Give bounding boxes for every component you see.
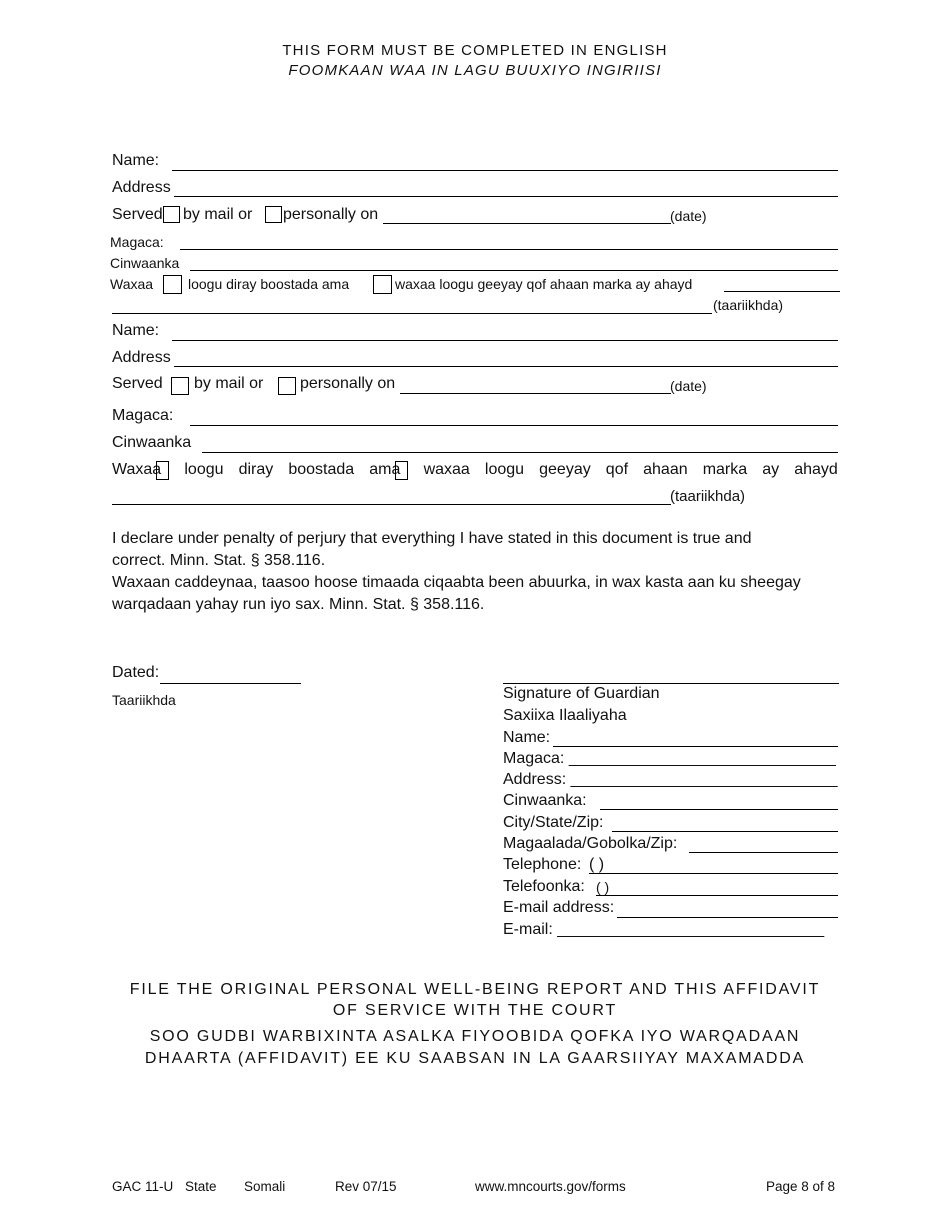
- sig-address-label[interactable]: Address: ______________________________: [503, 771, 838, 788]
- waxaa-row-2: [112, 461, 838, 480]
- signature-title: Signature of Guardian: [503, 685, 660, 702]
- sig-name-field[interactable]: [553, 746, 838, 747]
- address-label-2: Address: [112, 349, 171, 366]
- footer-type: State: [185, 1179, 217, 1194]
- sig-telephone-field[interactable]: [589, 873, 838, 874]
- taariikhda-label-2: (taariikhda): [670, 488, 746, 505]
- address-label: Address: [112, 179, 171, 196]
- form-language-notice: THIS FORM MUST BE COMPLETED IN ENGLISH: [282, 42, 668, 59]
- word: marka: [702, 461, 748, 478]
- qof-ahaan-checkbox-2[interactable]: [395, 461, 408, 480]
- footer-url[interactable]: www.mncourts.gov/forms: [475, 1179, 626, 1194]
- footer-language: Somali: [244, 1179, 286, 1194]
- loogu-diray-label: loogu diray boostada ama: [188, 276, 350, 292]
- sig-telephone-area[interactable]: ( ): [589, 856, 605, 873]
- address-field-2[interactable]: [174, 366, 838, 367]
- date-label-2: (date): [670, 378, 707, 394]
- name-label: Name:: [112, 152, 160, 169]
- cinwaanka-field[interactable]: [190, 270, 838, 271]
- word: ay: [762, 461, 780, 478]
- cinwaanka-label: Cinwaanka: [110, 255, 180, 271]
- name-label-2: Name:: [112, 322, 160, 339]
- personally-checkbox-2[interactable]: [278, 377, 296, 395]
- sig-cinwaanka-label: Cinwaanka:: [503, 792, 587, 809]
- form-language-notice-somali: FOOMKAAN WAA IN LAGU BUUXIYO INGIRIISI: [288, 62, 662, 79]
- magaca-label: Magaca:: [110, 234, 164, 250]
- declaration-so-line2: warqadaan yahay run iyo sax. Minn. Stat. § 358.116.: [112, 596, 485, 613]
- personally-on-label: personally on: [283, 206, 379, 223]
- word: boostada: [288, 461, 355, 478]
- sig-telefoonka-area[interactable]: ( ): [596, 879, 610, 895]
- file-notice-so-line2: DHAARTA (AFFIDAVIT) EE KU SAABSAN IN LA GAARSIIYAY MAXAMADDA: [144, 1050, 806, 1067]
- by-mail-checkbox-2[interactable]: [171, 377, 189, 395]
- signature-title-somali: Saxiixa Ilaaliyaha: [503, 707, 627, 724]
- sig-magaalada-label: Magaalada/Gobolka/Zip:: [503, 835, 678, 852]
- word: ama: [369, 461, 401, 478]
- magaca-field[interactable]: [180, 249, 838, 250]
- served-label-2: Served: [112, 375, 163, 392]
- taariikhda-label: (taariikhda): [713, 297, 784, 313]
- word: loogu: [184, 461, 224, 478]
- magaca-label-2: Magaca:: [112, 407, 174, 424]
- cinwaanka-label-2: Cinwaanka: [112, 434, 192, 451]
- sig-email-label: E-mail address:: [503, 899, 615, 916]
- word: diray: [238, 461, 274, 478]
- date-label: (date): [670, 208, 707, 224]
- dated-label-somali: Taariikhda: [112, 692, 176, 708]
- word: Waxaa: [112, 461, 162, 478]
- sig-email-somali-label[interactable]: E-mail: ______________________________: [503, 921, 825, 938]
- sig-city-label: City/State/Zip:: [503, 814, 604, 831]
- waxaa-loogu-label: waxaa loogu geeyay qof ahaan marka ay ahayd: [395, 276, 693, 292]
- sig-telefoonka-field[interactable]: [596, 895, 838, 896]
- boostada-checkbox[interactable]: [163, 275, 182, 294]
- word: ahayd: [794, 461, 838, 478]
- served-label: Served: [112, 206, 163, 223]
- taariikhda-field-2[interactable]: [112, 504, 671, 505]
- by-mail-label: by mail or: [183, 206, 253, 223]
- file-notice-en-line2: OF SERVICE WITH THE COURT: [332, 1002, 618, 1019]
- sig-city-field[interactable]: [612, 831, 838, 832]
- served-date-field[interactable]: [383, 223, 671, 224]
- boostada-checkbox-2[interactable]: [156, 461, 169, 480]
- declaration-en-line2: correct. Minn. Stat. § 358.116.: [112, 552, 326, 569]
- personally-checkbox[interactable]: [265, 206, 282, 223]
- declaration-en-line1: I declare under penalty of perjury that everything I have stated in this document is true and: [112, 530, 752, 547]
- word: ahaan: [643, 461, 688, 478]
- taariikhda-field[interactable]: [112, 313, 712, 314]
- footer-page-number: Page 8 of 8: [766, 1179, 836, 1194]
- address-field[interactable]: [174, 196, 838, 197]
- sig-magaca-label[interactable]: Magaca: ______________________________: [503, 750, 836, 767]
- by-mail-label-2: by mail or: [194, 375, 264, 392]
- file-notice-en-line1: FILE THE ORIGINAL PERSONAL WELL-BEING REPORT AND THIS AFFIDAVIT: [129, 981, 821, 998]
- word: waxaa: [423, 461, 470, 478]
- sig-email-field[interactable]: [617, 917, 838, 918]
- waxaa-label: Waxaa: [110, 276, 154, 292]
- word: geeyay: [539, 461, 591, 478]
- word: loogu: [484, 461, 525, 478]
- word: qof: [605, 461, 629, 478]
- name-field[interactable]: [172, 170, 838, 171]
- sig-telefoonka-label: Telefoonka:: [503, 878, 585, 895]
- cinwaanka-field-2[interactable]: [202, 452, 838, 453]
- waxaa-date-field-start[interactable]: [724, 291, 840, 292]
- declaration-so-line1: Waxaan caddeynaa, taasoo hoose timaada ciqaabta been abuurka, in wax kasta aan ku sheegay: [112, 574, 801, 591]
- sig-telephone-label: Telephone:: [503, 856, 582, 873]
- dated-field[interactable]: [160, 683, 301, 684]
- file-notice-so-line1: SOO GUDBI WARBIXINTA ASALKA FIYOOBIDA QOFKA IYO WARQADAAN: [149, 1028, 801, 1045]
- dated-label: Dated:: [112, 664, 160, 681]
- name-field-2[interactable]: [172, 340, 838, 341]
- footer-revision: Rev 07/15: [335, 1179, 397, 1194]
- personally-on-label-2: personally on: [300, 375, 396, 392]
- signature-field[interactable]: [503, 683, 839, 684]
- sig-name-label: Name:: [503, 729, 551, 746]
- qof-ahaan-checkbox[interactable]: [373, 275, 392, 294]
- magaca-field-2[interactable]: [190, 425, 838, 426]
- by-mail-checkbox[interactable]: [163, 206, 180, 223]
- served-date-field-2[interactable]: [400, 393, 671, 394]
- sig-magaalada-field[interactable]: [689, 852, 838, 853]
- footer-form-id: GAC 11-U: [112, 1179, 174, 1194]
- sig-cinwaanka-field[interactable]: [600, 809, 838, 810]
